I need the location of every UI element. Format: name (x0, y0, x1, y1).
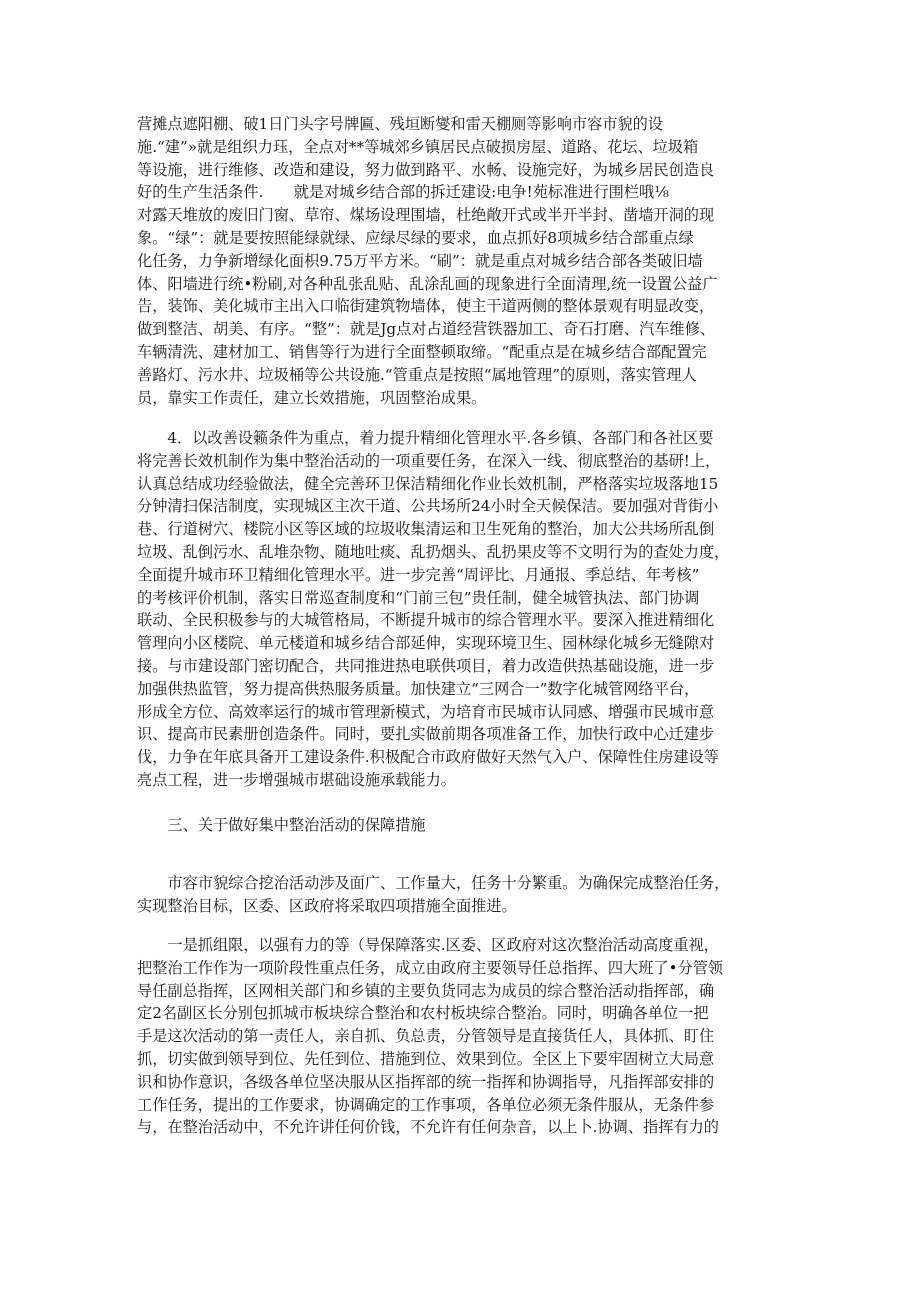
text-line: 好的生产生活条件. 就是对城乡结合部的拆迁建设:电争!苑标准进行围栏哦⅛ (137, 183, 669, 202)
text-line: 伐，力争在年底具备开工建设条件.积极配合市政府做好天然气入户、保障性住房建设等 (137, 748, 719, 767)
text-line: 工作任务，提出的工作要求，协调确定的工作事项，各单位必须无条件服从，无条件参 (137, 1095, 715, 1114)
text-line: 手是这次活动的第一责任人，亲自抓、负总责，分管领导是直接货任人，具体抓、盯住 (137, 1027, 715, 1046)
text-line: 抓，切实做到领导到位、先任到位、措施到位、效果到位。全区上下要牢固树立大局意 (137, 1049, 715, 1068)
text-line: 认真总结成功经验做法，健全完善环卫保洁精细化作业长效机制，严格落实垃圾落地15 (137, 474, 719, 493)
text-line: 实现整治目标，区委、区政府将采取四项措施全面推进。 (137, 896, 517, 915)
text-line: 4．以改善设籁条件为重点，着力提升精细化管理水平.各乡镇、各部门和各社区要 (137, 429, 714, 447)
text-line: 将完善长效机制作为集中整治活动的一项重要任务，在深入一线、彻底整治的基研!上， (137, 451, 721, 470)
text-line: 化任务，力争新增绿化面枳9.75万平方米。“刷”：就是重点对城乡结合部各类破旧墙 (137, 251, 703, 270)
text-line: 营摊点遮阳棚、破1日门头字号牌匾、残垣断燮和雷天棚厕等影响市容市貌的设 (137, 115, 664, 133)
text-line: 车辆清洗、建材加工、销售等行为进行全面整顿取缔。“配重点是在城乡结合部配置完 (137, 342, 707, 361)
text-line: 形成全方位、高效率运行的城市管理新模式，为培育市民城市认同感、增强市民城市意 (137, 702, 715, 721)
text-line: 全面提升城市环卫精细化管理水平。进一步完善“周评比、月通报、季总结、年考核” (137, 565, 700, 584)
text-line: 导任副总指挥，区网相关部门和乡镇的主要负货同志为成员的综合整治活动指挥部，确 (137, 981, 715, 1000)
text-line: 体、阳墙进行统•粉刷,对各种乱张乱贴、乱涂乱画的现象进行全面清理,统一设置公益广 (137, 274, 718, 293)
text-line: 垃圾、乱倒污水、乱堆杂物、随地吐痰、乱扔烟头、乱扔果皮等不文明行为的查处力度， (137, 542, 730, 561)
text-line: 做到整洁、胡美、有序。“整”：就是Jg点对占道经营铁器加工、奇石打磨、汽车维修、 (137, 320, 716, 339)
text-line: 施.“建”»就是组织力珏，全点对**等城郊乡镇居民点破损房屋、道路、花坛、垃圾箱 (137, 137, 699, 156)
paragraph-organization-leadership (137, 934, 797, 1139)
text-line: 等设施，进行维修、改造和建设，努力做到路平、水畅、设施完好，为城乡居民创造良 (137, 160, 715, 179)
text-line: 加强供热监管，努力提高供热服务质量。加快建立“三网合一”数字化城管网络平台， (137, 679, 700, 698)
text-line: 分钟清扫保洁制度，实现城区主次干道、公共场所24小时全天候保洁。要加强对背街小 (137, 497, 719, 516)
text-line: 识、提高市民素册创造条件。同时，要扎实做前期各项准备工作，加快行政中心迁建步 (137, 725, 715, 744)
text-line: 把整治工作作为一项阶段性重点任务，成立由政府主要领导任总指挥、四大班了•分管领 (137, 958, 724, 977)
section-heading-safeguards (137, 814, 797, 837)
text-line: 亮点工程，进一步增强城市堪础设施承载能力。 (137, 770, 456, 789)
text-line: 员，靠实工作责任，建立长效措施，巩固整治成果。 (137, 388, 487, 407)
text-line: 管理向小区楼院、单元楼道和城乡结合部延伸，实现环境卫生、园林绿化城乡无缝隙对 (137, 634, 715, 653)
text-line: 联动、全民积极参与的大城管格局，不断提升城市的综合管理水平。要深入推进精细化 (137, 611, 715, 630)
text-line: 识和协作意识，各级各单位坚决服从区指挥部的统一指挥和协调指导，凡指挥部安排的 (137, 1072, 715, 1091)
text-line: 告，装饰、美化城市主出入口临街建筑物墙体，使主干道两侧的整体景观有明显改变， (137, 297, 715, 316)
text-line: 的考核评价机制，落实日常巡查制度和“门前三包”贵任制，健全城管执法、部门协调 (137, 588, 700, 607)
text-line: 定2名副区长分别包抓城市板块综合整治和农村板块综合整治。同时，明确各单位一把 (137, 1004, 709, 1023)
paragraph-rectification-items (137, 113, 797, 409)
text-line: 象。“绿”：就是要按照能绿就绿、应绿尽绿的要求，血点抓好8项城乡结合部重点绿 (137, 228, 694, 247)
paragraph-safeguards-intro (137, 872, 797, 918)
text-line: 接。与市建设部门密切配合，共同推进热电联供项目，着力改造供热基础设施，进一步 (137, 656, 715, 675)
text-line: 三、关于做好集中整治活动的保障措施 (137, 816, 426, 834)
text-line: 一是抓组限，以强有力的等（导保障落实.区委、区政府对这次整治活动高度重视， (137, 936, 719, 954)
text-line: 市容市貌综合挖治活动涉及面广、工作量大，任务十分繁重。为确保完成整治任务， (137, 874, 730, 892)
text-line: 与，在整治活动中，不允许讲任何价钱，不允许有任何杂音，以上卜.协调、指挥有力的 (137, 1118, 719, 1137)
paragraph-fine-management (137, 427, 797, 792)
text-line: 巷、行道树穴、楼院小区等区域的垃圾收集清运和卫生死角的整治，加大公共场所乱倒 (137, 520, 715, 539)
text-line: 善路灯、污水井、垃圾桶等公共设施.“管重点是按照“属地管理”的原则，落实管理人 (137, 365, 697, 384)
text-line: 对露天堆放的废旧门窗、草帘、煤场设理围墙，杜绝敞开式或半开半封、凿墙开洞的现 (137, 206, 715, 225)
